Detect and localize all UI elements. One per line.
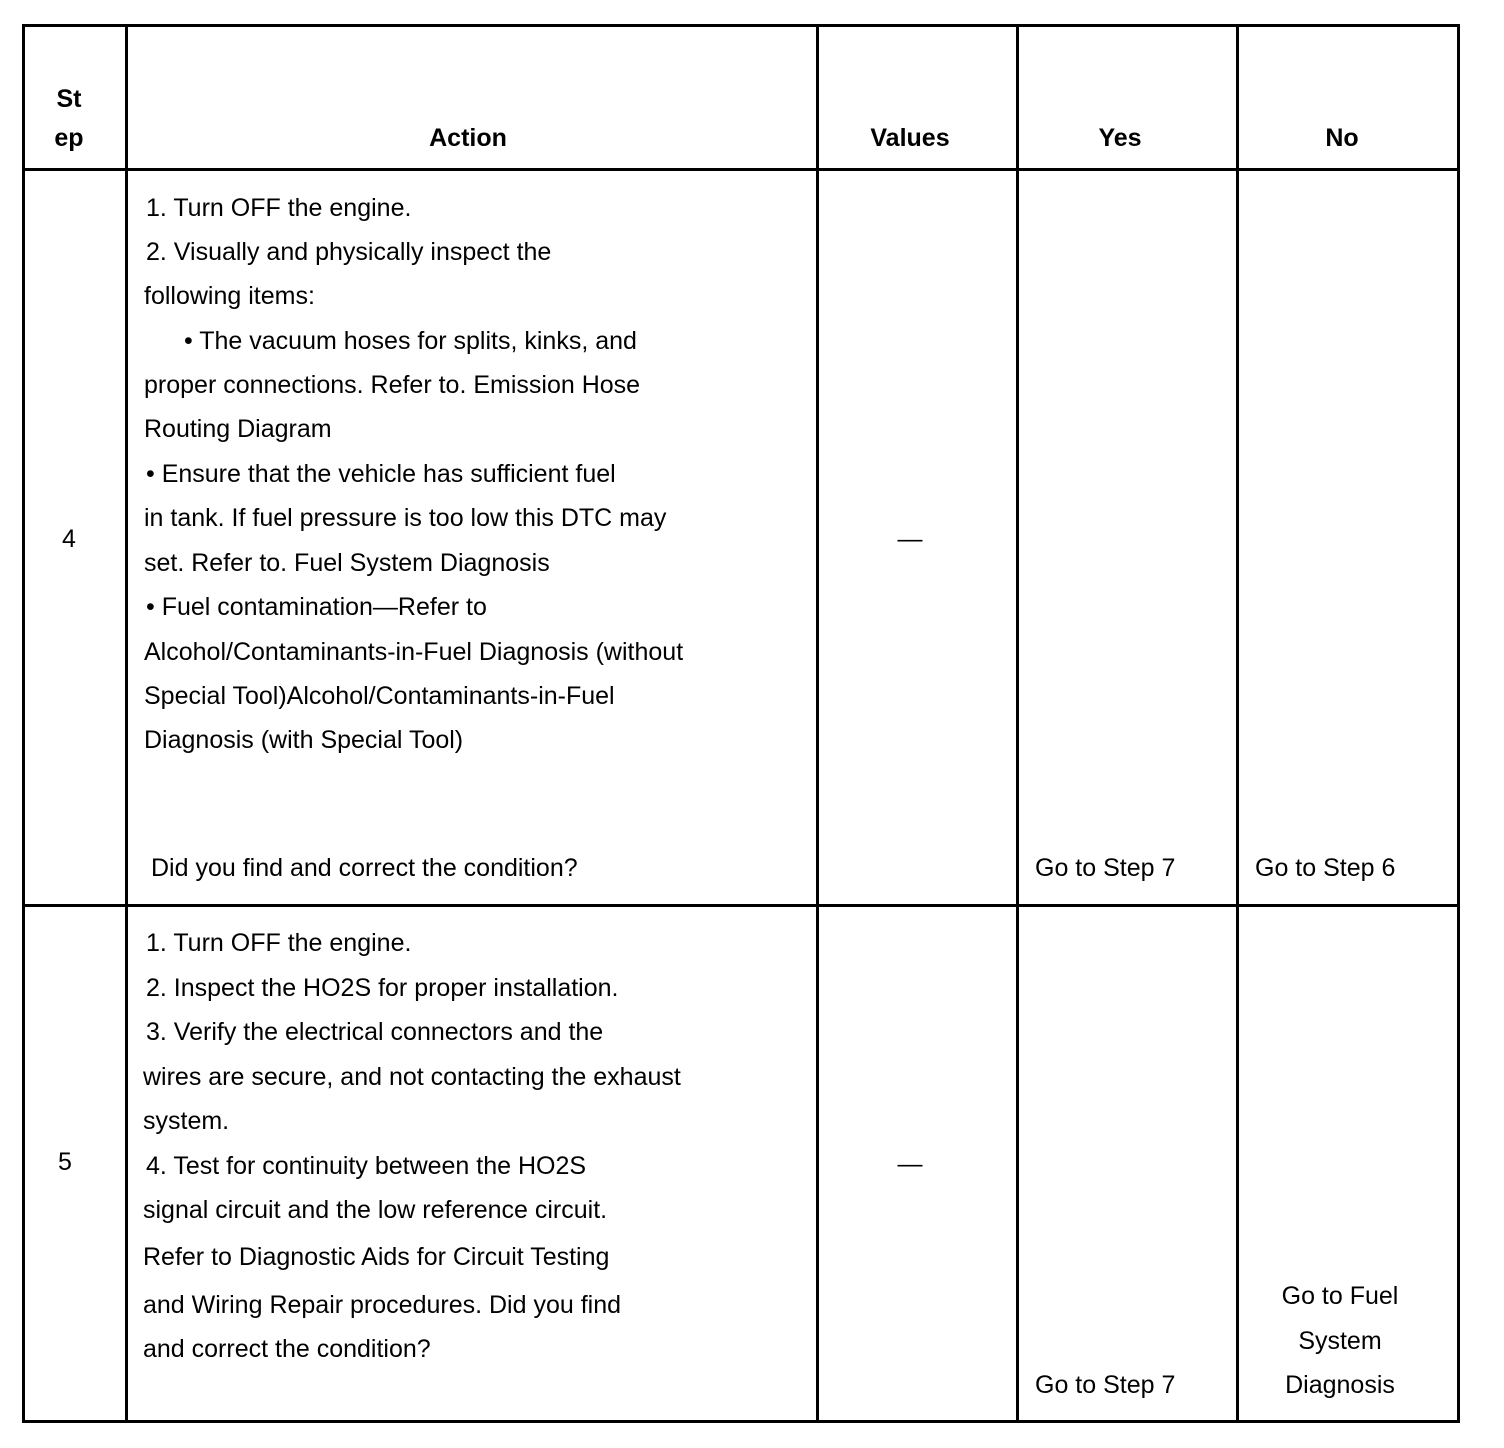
column-divider-yes	[1236, 24, 1239, 1423]
action-line: 3. Verify the electrical connectors and the	[146, 1018, 604, 1046]
header-divider	[22, 168, 1460, 171]
action-line: 4. Test for continuity between the HO2S	[146, 1152, 587, 1180]
no-cell-line: Diagnosis	[1285, 1371, 1395, 1399]
action-line: Special Tool)Alcohol/Contaminants-in-Fuel	[144, 682, 615, 710]
step-number: 5	[58, 1148, 72, 1176]
values-cell: —	[897, 525, 923, 553]
action-line: 2. Inspect the HO2S for proper installation.	[146, 974, 619, 1002]
action-line: following items:	[144, 282, 315, 310]
yes-cell: Go to Step 7	[1035, 1371, 1176, 1399]
action-line: Routing Diagram	[144, 415, 332, 443]
values-cell: —	[897, 1150, 923, 1178]
action-line: 2. Visually and physically inspect the	[146, 238, 552, 266]
header-step-line1: St	[56, 85, 82, 113]
action-line: system.	[143, 1107, 230, 1135]
action-line: signal circuit and the low reference circuit.	[143, 1196, 608, 1224]
action-line: • Ensure that the vehicle has sufficient fuel	[146, 460, 616, 488]
table-border-bottom	[22, 1420, 1460, 1423]
action-line: Refer to Diagnostic Aids for Circuit Testing	[143, 1243, 610, 1271]
no-cell-line: Go to Fuel	[1281, 1282, 1399, 1310]
header-no: No	[1325, 124, 1359, 152]
table-border-top	[22, 24, 1460, 27]
action-line: in tank. If fuel pressure is too low this DTC may	[144, 504, 667, 532]
action-line: and correct the condition?	[143, 1335, 431, 1363]
action-line: • Fuel contamination—Refer to	[146, 593, 487, 621]
header-step-line2: ep	[54, 124, 84, 152]
action-line: Diagnosis (with Special Tool)	[144, 726, 464, 754]
action-line: 1. Turn OFF the engine.	[146, 929, 412, 957]
row-divider	[22, 904, 1460, 907]
action-line: set. Refer to. Fuel System Diagnosis	[144, 549, 550, 577]
action-line: 1. Turn OFF the engine.	[146, 194, 412, 222]
header-action: Action	[429, 124, 507, 152]
action-line: Alcohol/Contaminants-in-Fuel Diagnosis (without	[144, 638, 684, 666]
column-divider-action	[816, 24, 819, 1423]
no-cell-line: System	[1298, 1327, 1382, 1355]
no-cell: Go to Step 6	[1255, 854, 1396, 882]
action-line: and Wiring Repair procedures. Did you find	[143, 1291, 622, 1319]
action-line: proper connections. Refer to. Emission Hose	[144, 371, 641, 399]
header-values: Values	[870, 124, 950, 152]
table-border-right	[1457, 24, 1460, 1423]
header-yes: Yes	[1098, 124, 1142, 152]
yes-cell: Go to Step 7	[1035, 854, 1176, 882]
table-border-left	[22, 24, 25, 1423]
step-number: 4	[62, 525, 76, 553]
action-line: wires are secure, and not contacting the exhaust	[143, 1063, 681, 1091]
column-divider-step	[125, 24, 128, 1423]
column-divider-values	[1016, 24, 1019, 1423]
action-line: • The vacuum hoses for splits, kinks, and	[184, 327, 637, 355]
action-question: Did you find and correct the condition?	[151, 854, 578, 882]
